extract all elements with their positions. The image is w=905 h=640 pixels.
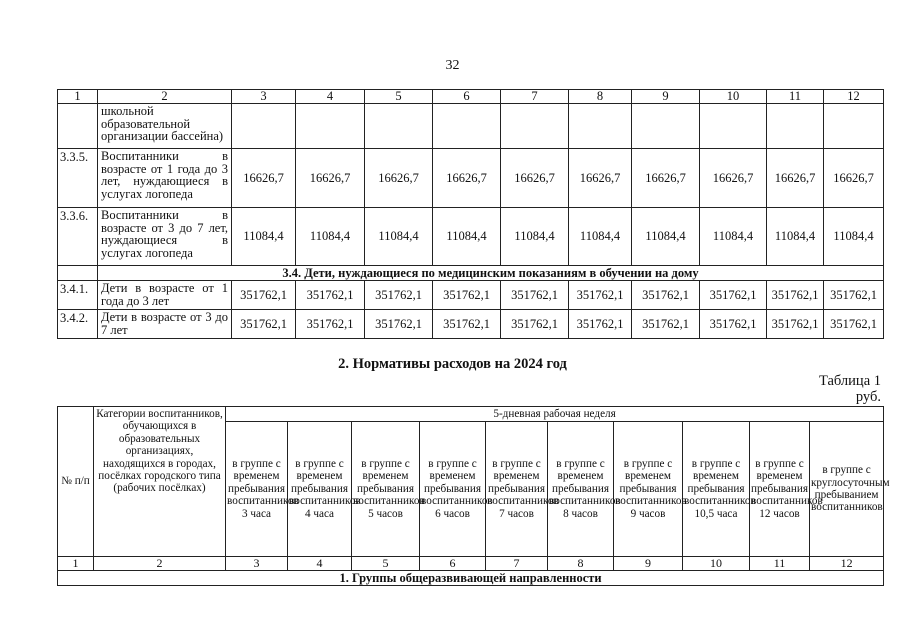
row-label: Воспитанники в возрасте от 3 до 7 лет, нуждающиеся в услугах логопеда xyxy=(98,208,232,266)
header-cell: 2 xyxy=(94,557,226,571)
value-cell: 351762,1 xyxy=(767,281,824,310)
section-title: 1. Группы общеразвивающей направленности xyxy=(58,571,884,586)
value-cell: 11084,4 xyxy=(569,208,632,266)
value-cell: 16626,7 xyxy=(365,149,433,208)
column-header: в группе с временем пребывания воспитанников 4 часа xyxy=(288,422,352,557)
value-cell: 351762,1 xyxy=(232,310,296,339)
group-header-row xyxy=(58,407,884,422)
row-label: Дети в возрасте от 3 до 7 лет xyxy=(98,310,232,339)
value-cell: 11084,4 xyxy=(296,208,365,266)
unit-label: руб. xyxy=(855,389,881,405)
row-label: Воспитанники в возрасте от 1 года до 3 лет, нуждающиеся в услугах логопеда xyxy=(98,149,232,208)
value-cell: 351762,1 xyxy=(767,310,824,339)
value-cell: 11084,4 xyxy=(501,208,569,266)
value-cell: 351762,1 xyxy=(365,310,433,339)
value-cell: 351762,1 xyxy=(501,310,569,339)
value-cell: 16626,7 xyxy=(824,149,884,208)
value-cell: 16626,7 xyxy=(296,149,365,208)
value-cell: 351762,1 xyxy=(433,310,501,339)
value-cell: 16626,7 xyxy=(501,149,569,208)
column-number-row xyxy=(58,90,884,104)
value-cell: 16626,7 xyxy=(700,149,767,208)
value-cell: 16626,7 xyxy=(632,149,700,208)
header-cell: 8 xyxy=(548,557,614,571)
value-cell: 11084,4 xyxy=(632,208,700,266)
header-cell: 7 xyxy=(486,557,548,571)
value-cell: 351762,1 xyxy=(632,281,700,310)
value-cell: 351762,1 xyxy=(501,281,569,310)
value-cell: 351762,1 xyxy=(569,310,632,339)
col-no-header: № п/п xyxy=(58,407,94,557)
column-number-row xyxy=(58,557,884,571)
header-cell: 1 xyxy=(58,90,98,104)
section-row xyxy=(58,266,884,281)
value-cell: 11084,4 xyxy=(767,208,824,266)
table-row xyxy=(58,208,884,266)
table-row xyxy=(58,104,884,149)
value-cell: 351762,1 xyxy=(824,310,884,339)
value-cell: 351762,1 xyxy=(296,310,365,339)
header-cell: 3 xyxy=(226,557,288,571)
row-code xyxy=(58,104,98,149)
table-label: Таблица 1 xyxy=(818,373,881,389)
column-header: в группе с временем пребывания воспитанников 10,5 часа xyxy=(683,422,750,557)
header-cell: 10 xyxy=(683,557,750,571)
value-cell: 351762,1 xyxy=(232,281,296,310)
value-cell: 16626,7 xyxy=(569,149,632,208)
column-header: в группе с временем пребывания воспитанников 9 часов xyxy=(614,422,683,557)
norms-table-continued xyxy=(57,89,884,339)
norms-2024-table xyxy=(57,406,890,586)
column-header: в группе с временем пребывания воспитанников 3 часа xyxy=(226,422,288,557)
row-label: школьной образовательной организации бассейна) xyxy=(98,104,232,149)
row-code: 3.4.2. xyxy=(58,310,98,339)
header-cell: 5 xyxy=(352,557,420,571)
header-cell: 9 xyxy=(632,90,700,104)
header-cell: 7 xyxy=(501,90,569,104)
header-cell: 11 xyxy=(767,90,824,104)
group-header: 5-дневная рабочая неделя xyxy=(226,407,884,422)
header-cell: 6 xyxy=(420,557,486,571)
header-cell: 4 xyxy=(288,557,352,571)
value-cell: 351762,1 xyxy=(632,310,700,339)
value-cell: 16626,7 xyxy=(232,149,296,208)
value-cell: 11084,4 xyxy=(232,208,296,266)
header-cell: 12 xyxy=(824,90,884,104)
page-number: 32 xyxy=(445,58,460,73)
table-row xyxy=(58,310,884,339)
header-cell: 5 xyxy=(365,90,433,104)
value-cell: 16626,7 xyxy=(433,149,501,208)
column-header: в группе с временем пребывания воспитанников 7 часов xyxy=(486,422,548,557)
header-cell: 10 xyxy=(700,90,767,104)
header-cell: 6 xyxy=(433,90,501,104)
header-cell: 3 xyxy=(232,90,296,104)
header-cell: 11 xyxy=(750,557,810,571)
column-header: в группе с круглосуточным пребыванием воспитанников xyxy=(810,422,884,557)
value-cell: 351762,1 xyxy=(296,281,365,310)
table-row xyxy=(58,149,884,208)
value-cell: 11084,4 xyxy=(365,208,433,266)
value-cell: 351762,1 xyxy=(700,310,767,339)
header-cell: 1 xyxy=(58,557,94,571)
header-cell: 9 xyxy=(614,557,683,571)
section-title: 3.4. Дети, нуждающиеся по медицинским показаниям в обучении на дому xyxy=(98,266,884,281)
value-cell: 351762,1 xyxy=(433,281,501,310)
header-cell: 2 xyxy=(98,90,232,104)
value-cell: 16626,7 xyxy=(767,149,824,208)
value-cell: 351762,1 xyxy=(569,281,632,310)
value-cell: 11084,4 xyxy=(824,208,884,266)
header-cell: 4 xyxy=(296,90,365,104)
header-cell: 8 xyxy=(569,90,632,104)
row-code: 3.3.6. xyxy=(58,208,98,266)
value-cell: 351762,1 xyxy=(700,281,767,310)
column-header: в группе с временем пребывания воспитанников 12 часов xyxy=(750,422,810,557)
value-cell: 11084,4 xyxy=(433,208,501,266)
value-cell: 351762,1 xyxy=(824,281,884,310)
column-header: в группе с временем пребывания воспитанников 6 часов xyxy=(420,422,486,557)
section-heading: 2. Нормативы расходов на 2024 год xyxy=(338,356,567,372)
value-cell: 351762,1 xyxy=(365,281,433,310)
column-header: в группе с временем пребывания воспитанников 5 часов xyxy=(352,422,420,557)
col-category-header: Категории воспитанников, обучающихся в образовательных организациях, находящихся в городах, посёлках городского типа (рабочих посёлках) xyxy=(94,407,226,557)
value-cell: 11084,4 xyxy=(700,208,767,266)
header-cell: 12 xyxy=(810,557,884,571)
row-code: 3.4.1. xyxy=(58,281,98,310)
row-code: 3.3.5. xyxy=(58,149,98,208)
row-label: Дети в возрасте от 1 года до 3 лет xyxy=(98,281,232,310)
section-row xyxy=(58,571,884,586)
column-header: в группе с временем пребывания воспитанников 8 часов xyxy=(548,422,614,557)
table-row xyxy=(58,281,884,310)
